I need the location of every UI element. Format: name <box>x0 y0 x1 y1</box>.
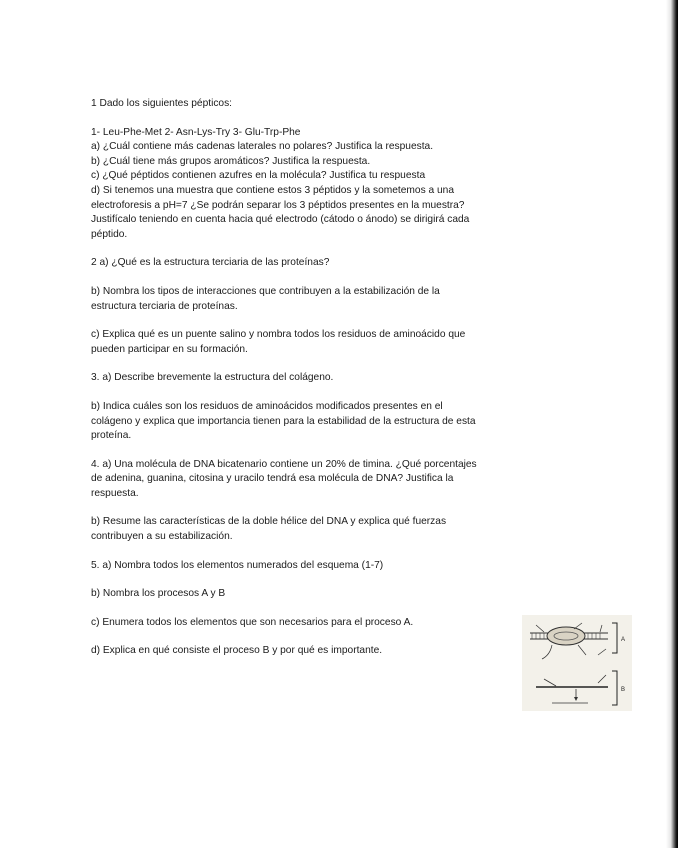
q1-block <box>91 126 581 243</box>
q2-c-block <box>91 328 581 357</box>
bracket-a <box>612 623 617 653</box>
q1-d-line: electroforesis a pH=7 ¿Se podrán separar los 3 péptidos presentes en la muestra? <box>91 199 465 211</box>
diagram-label-b: B <box>621 687 626 693</box>
q4-a-line: 4. a) Una molécula de DNA bicatenario contiene un 20% de timina. ¿Qué porcentajes <box>91 458 477 470</box>
q2-b-block <box>91 285 581 314</box>
q1-peptides: 1- Leu-Phe-Met 2- Asn-Lys-Try 3- Glu-Trp-Phe <box>91 126 301 138</box>
q5-a: 5. a) Nombra todos los elementos numerados del esquema (1-7) <box>91 559 384 571</box>
q3-b-line: colágeno y explica que importancia tienen para la estabilidad de la estructura de esta <box>91 415 476 427</box>
protein-pointer <box>598 675 606 683</box>
q5-c: c) Enumera todos los elementos que son necesarios para el proceso A. <box>91 616 414 628</box>
exam-document <box>91 97 581 659</box>
q2-b-line: b) Nombra los tipos de interacciones que contribuyen a la estabilización de la <box>91 285 440 297</box>
q2-a: 2 a) ¿Qué es la estructura terciaria de las proteínas? <box>91 257 330 269</box>
q4-a-line: respuesta. <box>91 487 139 499</box>
q5-b: b) Nombra los procesos A y B <box>91 588 226 600</box>
q4-a-block <box>91 458 581 502</box>
q1-title: 1 Dado los siguientes pépticos: <box>91 98 233 109</box>
q3-b-line: proteína. <box>91 430 132 442</box>
q4-b-line: contribuyen a su estabilización. <box>91 531 233 543</box>
q1-d-line: péptido. <box>91 228 128 240</box>
q4-b-block <box>91 515 581 544</box>
diagram-svg <box>522 615 632 711</box>
q3-a: 3. a) Describe brevemente la estructura del colágeno. <box>91 372 334 384</box>
q1-d-line: Justifícalo teniendo en cuenta hacia qué electrodo (cátodo o ánodo) se dirigirá cada <box>91 214 470 226</box>
q5-c-block <box>91 616 581 631</box>
q2-a-block <box>91 256 581 271</box>
q4-a-line: de adenina, guanina, citosina y uracilo tendrá esa molécula de DNA? Justifica la <box>91 473 454 485</box>
diagram-label-a: A <box>621 637 626 643</box>
q1-d-line: d) Si tenemos una muestra que contiene estos 3 péptidos y la sometemos a una <box>91 184 454 196</box>
ribosome-pointer <box>544 679 556 686</box>
q3-b-line: b) Indica cuáles son los residuos de aminoácidos modificados presentes en el <box>91 400 443 412</box>
q3-a-block <box>91 371 581 386</box>
q1-a: a) ¿Cuál contiene más cadenas laterales no polares? Justifica la respuesta. <box>91 141 434 153</box>
q5-b-block <box>91 587 581 602</box>
q2-b-line: estructura terciaria de proteínas. <box>91 300 238 312</box>
q5-d: d) Explica en qué consiste el proceso B y por qué es importante. <box>91 645 383 657</box>
q1-b: b) ¿Cuál tiene más grupos aromáticos? Justifica la respuesta. <box>91 155 371 167</box>
q5-a-block <box>91 559 581 574</box>
q2-c-line: pueden participar en su formación. <box>91 343 248 355</box>
page-edge-shadow <box>666 0 678 848</box>
transcription-diagram <box>522 615 632 711</box>
trna-arrowhead <box>574 697 578 701</box>
q3-b-block <box>91 400 581 444</box>
q1-c: c) ¿Qué péptidos contienen azufres en la molécula? Justifica tu respuesta <box>91 170 426 182</box>
q4-b-line: b) Resume las características de la doble hélice del DNA y explica qué fuerzas <box>91 516 447 528</box>
q2-c-line: c) Explica qué es un puente salino y nombra todos los residuos de aminoácido que <box>91 329 466 341</box>
rna-polymerase-bubble <box>547 627 585 645</box>
q5-d-block <box>91 644 581 659</box>
bracket-b <box>612 671 617 705</box>
